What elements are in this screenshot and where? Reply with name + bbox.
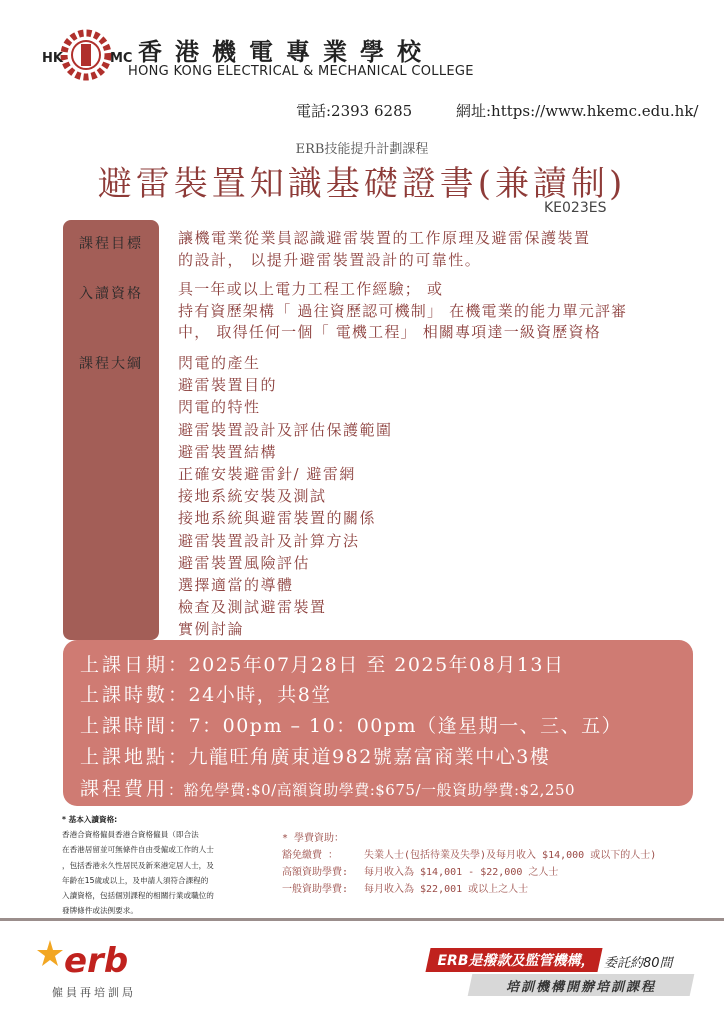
- entry-line: 中， 取得任何一個「 電機工程」 相關專項達一級資歷資格: [178, 323, 601, 342]
- schedule-venue-value: ：九龍旺角廣東道982號嘉富商業中心3樓: [168, 746, 551, 768]
- note-line: 香港合資格僱員香港合資格僱員（即合法: [62, 830, 199, 840]
- fee-row-desc: 失業人士(包括待業及失學)及每月收入 $14,000 或以下的人士): [364, 850, 657, 861]
- svg-text:HK: HK: [42, 51, 63, 66]
- erb-logo: [36, 936, 176, 980]
- banner-red-text: ERB是撥款及監管機構，: [437, 953, 595, 969]
- schedule-time-label: 上課時間: [80, 715, 169, 737]
- note-line: ，包括香港永久性居民及新來港定居人士，及: [62, 860, 214, 870]
- erb-tagline: 僱員再培訓局: [52, 986, 136, 999]
- schedule-dates-value: ：2025年07月28日 至 2025年08月13日: [168, 654, 565, 676]
- syllabus-label: 課程大綱: [79, 356, 143, 372]
- list-item: 避雷裝置設計及計算方法: [178, 531, 360, 550]
- list-item: 閃電的產生: [178, 354, 261, 372]
- note-line: 年齡在15歲或以上，及申請人須符合課程的: [62, 875, 209, 885]
- list-item: 接地系統安裝及測試: [178, 487, 327, 506]
- objective-label: 課程目標: [79, 236, 143, 252]
- hkemc-logo: [40, 22, 132, 92]
- school-name-cn: 香港機電專業學校: [138, 37, 434, 66]
- schedule-dates-label: 上課日期: [80, 654, 169, 676]
- fee-row-desc: 每月收入為 $22,001 或以上之人士: [364, 884, 529, 895]
- schedule-fee-label: 課程費用: [80, 778, 169, 800]
- program-name: ERB技能提升計劃課程: [295, 142, 429, 157]
- fee-note-title: * 學費資助：: [282, 833, 345, 844]
- note-line: 入讀資格，包括個別課程的相關行業或職位的: [62, 891, 214, 901]
- entry-requirement-note: [62, 812, 262, 918]
- note-line: 在香港居留並可無條件自由受僱或工作的人士: [62, 845, 214, 855]
- list-item: 接地系統與避雷裝置的關係: [178, 509, 377, 528]
- schedule-fee: [80, 774, 575, 801]
- website-link[interactable]: 網址:https://www.hkemc.edu.hk/: [456, 102, 699, 120]
- note-heading: * 基本入讀資格:: [62, 815, 118, 824]
- entry-text: [178, 279, 627, 344]
- schedule-fee-value: ：豁免學費:$0/高額資助學費:$675/一般資助學費:$2,250: [168, 781, 576, 799]
- schedule-time: [80, 711, 622, 738]
- list-item: 閃電的特性: [178, 398, 261, 417]
- list-item: 實例討論: [178, 620, 245, 639]
- fee-row-name: 豁免繳費 ：: [282, 850, 339, 861]
- note-line: 發牌條件或法例要求。: [62, 906, 138, 916]
- list-item: 避雷裝置風險評估: [178, 553, 311, 572]
- phone-number: 電話:2393 6285: [296, 102, 413, 120]
- objective-line: 讓機電業從業員認識避雷裝置的工作原理及避雷保護裝置: [178, 229, 591, 247]
- fee-row: [282, 864, 656, 881]
- schedule-venue-label: 上課地點: [80, 746, 169, 768]
- schedule-dates: [80, 650, 565, 677]
- banner-side-text: 委託約80間: [604, 956, 673, 971]
- list-item: 正確安裝避雷針/ 避雷網: [178, 465, 356, 484]
- list-item: 避雷裝置結構: [178, 442, 278, 461]
- footer-divider: [0, 918, 724, 921]
- schedule-venue: [80, 742, 550, 769]
- svg-text:erb: erb: [64, 941, 129, 980]
- entry-line: 持有資歷架構「 過往資歷認可機制」 在機電業的能力單元評審: [178, 301, 628, 320]
- schedule-time-value: ：7：00pm – 10：00pm（逢星期一、三、五）: [168, 715, 623, 737]
- entry-line: 具一年或以上電力工程工作經驗； 或: [178, 280, 444, 298]
- course-title: 避雷裝置知識基礎證書(兼讀制): [97, 164, 627, 204]
- list-item: 避雷裝置目的: [178, 376, 278, 395]
- schedule-hours-value: ：24小時，共8堂: [168, 684, 332, 706]
- course-code: KE023ES: [544, 200, 607, 216]
- entry-label: 入讀資格: [79, 286, 143, 302]
- objective-line: 的設計， 以提升避雷裝置設計的可靠性。: [178, 250, 482, 269]
- fee-row: [282, 847, 656, 864]
- svg-text:MC: MC: [110, 51, 132, 66]
- list-item: 避雷裝置設計及評估保護範圍: [178, 420, 393, 439]
- schedule-hours-label: 上課時數: [80, 684, 169, 706]
- list-item: 檢查及測試避雷裝置: [178, 598, 327, 617]
- fee-row-name: 高額資助學費:: [282, 867, 349, 878]
- fee-row-desc: 每月收入為 $14,001 - $22,000 之人士: [364, 867, 559, 878]
- fee-subsidy-note: [282, 830, 656, 898]
- list-item: 選擇適當的導體: [178, 576, 294, 595]
- fee-row: [282, 881, 656, 898]
- banner-grey-text: 培訓機構開辦培訓課程: [505, 980, 656, 995]
- syllabus-list: [178, 352, 393, 641]
- school-name-en: HONG KONG ELECTRICAL & MECHANICAL COLLEGE: [128, 64, 474, 79]
- objective-text: [178, 228, 591, 271]
- schedule-hours: [80, 680, 332, 707]
- fee-row-name: 一般資助學費:: [282, 884, 349, 895]
